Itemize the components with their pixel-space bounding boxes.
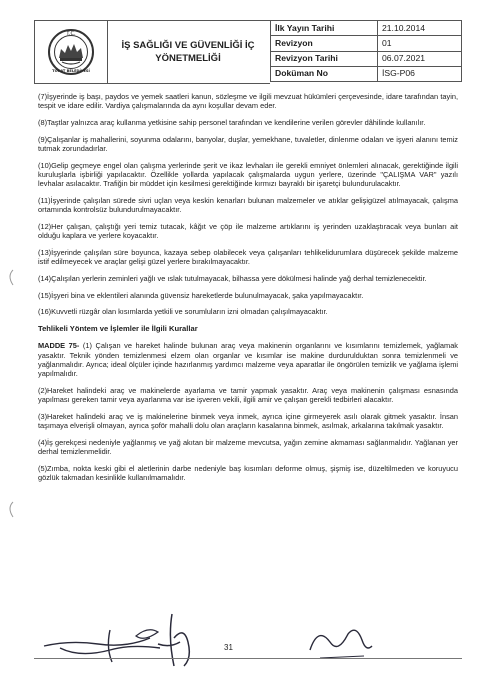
article-label: MADDE 75- (38, 341, 80, 351)
paragraph: (5)Zımba, nokta keski gibi el aletlerinin darbe nedeniyle baş kısımları deforme olmuş, şişmiş ise, düzeltilmeden ve koruyucu gözlük takmadan kesinlikle kullanılmamalıdır. (38, 463, 458, 483)
logo-text-bottom: TOKAT BELEDİYESİ (52, 69, 90, 73)
signature-right (300, 620, 380, 666)
document-title: İŞ SAĞLIĞI VE GÜVENLİĞİ İÇ YÖNETMELİĞİ (106, 20, 270, 84)
info-label: İlk Yayın Tarihi (271, 21, 378, 36)
paragraph: (15)İşyeri bina ve eklentileri alanında güvensiz hareketlerde bulunulmayacak, şaka yapılmayacaktır. (38, 290, 364, 300)
paragraph: (11)İşyerinde çalışılan sürede sivri uçlan veya keskin kenarları bulunan malzemeler ve atıklar gelişigüzel atılmayacak, çalışma ortamında kontrolsüz bulundurulmayacaktır. (38, 195, 458, 215)
signature-middle (150, 608, 210, 672)
article-paragraph (38, 341, 458, 378)
paragraph: (8)Taştlar yalnızca araç kullanma yetkisine sahip personel tarafından ve kendilerine verilen görevler dâhilinde kullanılır. (38, 117, 426, 127)
info-label: Revizyon (271, 36, 378, 51)
document-header (34, 20, 462, 82)
paragraph: (10)Gelip geçmeye engel olan çalışma yerlerinde şerit ve ikaz levhaları ile gerekli emniyet önlemleri alınacak, gerektiğinde ilgili kuruluşlarla işbirliği yapılacaktır. Özellikle yollarda yapılacak çalışmalarda uygun yerlere, üzerinde "ÇALIŞMA VAR" yazılı levhalar asılacaktır. Trafiğin bir müddet için kesilmesi gerektiğinde kırmızı bayraklı bir işaretçi bulundurulacaktır. (38, 160, 458, 189)
document-body (38, 92, 458, 490)
logo-text-top: T.C. (66, 31, 76, 37)
info-label: Doküman No (271, 66, 378, 81)
paragraph: (13)İşyerinde çalışılan süre boyunca, kazaya sebep olabilecek veya çalışanları tehlikelidurumlara düşürecek şekilde malzeme istif edilmeyecek ve araçlar gelişi güzel yerlere bırakılmayacaktır. (38, 247, 458, 267)
margin-mark (4, 268, 16, 288)
section-heading: Tehlikeli Yöntem ve İşlemler ile İlgili Kurallar (38, 323, 198, 333)
info-row (271, 36, 462, 51)
info-row (271, 51, 462, 66)
paragraph: (16)Kuvvetli rüzgâr olan kısımlarda yetkili ve sorumluların izni olmadan çalışılmayacaktır. (38, 307, 328, 317)
info-value: 21.10.2014 (378, 21, 462, 36)
document-info-table (270, 20, 462, 82)
margin-mark (4, 500, 16, 520)
paragraph: (7)İşyerinde iş başı, paydos ve yemek saatleri kanun, sözleşme ve ilgili mevzuat hükümleri çerçevesinde, idare tarafından tayin, tespit ve idare edilir. Vardiya çalışmalarında da aynı koşullar devam eder. (38, 92, 458, 111)
info-row (271, 21, 462, 36)
info-value: 01 (378, 36, 462, 51)
info-value: İSG-P06 (378, 66, 462, 81)
article-text: (1) Çalışan ve hareket halinde bulunan araç veya makinenin organlarını ve kısımlarını temizlemek, yağlamak yasaktır. Teknik yönden temizlenmesi elzem olan organlar ve kısımlar ise makine durdurulduktan sonra temizlenmeli ve yağlanmalıdır. Ayrıca; ideal ölçüler içinde hazırlanmış yardımcı malzeme veya aparatlar ile öngörülen temizlik ve yağlama işlemi yapılmalıdır. (38, 341, 458, 379)
paragraph: (2)Hareket halindeki araç ve makinelerde ayarlama ve tamir yapmak yasaktır. Araç veya makinenin çalışması esnasında yapılması gereken tamir veya ayarlanma var ise işveren vekili, ilgili amir ve çalışan gerekli tedbirleri alacaktır. (38, 385, 458, 405)
info-value: 06.07.2021 (378, 51, 462, 66)
paragraph: (4)İş gerekçesi nedeniyle yağlanmış ve yağ akıtan bir malzeme mevcutsa, yağın zemine akmaması sağlanmalıdır. Yağlanan yer derhal temizlenmelidir. (38, 437, 458, 457)
logo-cell (34, 20, 108, 84)
paragraph: (14)Çalışılan yerlerin zeminleri yağlı ve ıslak tutulmayacak, bilhassa yere dökülmesi halinde yağ derhal temizlenecektir. (38, 273, 427, 283)
page-number: 31 (224, 643, 233, 652)
info-row (271, 66, 462, 81)
footer-divider (34, 658, 462, 659)
municipality-logo (47, 24, 95, 80)
paragraph: (12)Her çalışan, çalıştığı yeri temiz tutacak, kâğıt ve çöp ile malzeme artıklarını iş yerinden uzaklaştıracak veya bunları ait olduğu kaplara ve yerlere koyacaktır. (38, 221, 458, 241)
paragraph: (9)Çalışanlar iş mahallerini, soyunma odalarını, banyolar, duşlar, yemekhane, tuvaletler, dinlenme odaları ve işyeri alanını temiz tutmak zorundadırlar. (38, 134, 458, 153)
paragraph: (3)Hareket halindeki araç ve iş makinelerine binmek veya inmek, ayrıca içine girmeyerek asılı olarak gitmek yasaktır. İnsan taşımaya elverişli olmayan, ayrıca şoför mahalli dolu olan araçların kasalarına binmek, asılmak, arkalarına takılmak yasaktır. (38, 411, 458, 431)
info-label: Revizyon Tarihi (271, 51, 378, 66)
